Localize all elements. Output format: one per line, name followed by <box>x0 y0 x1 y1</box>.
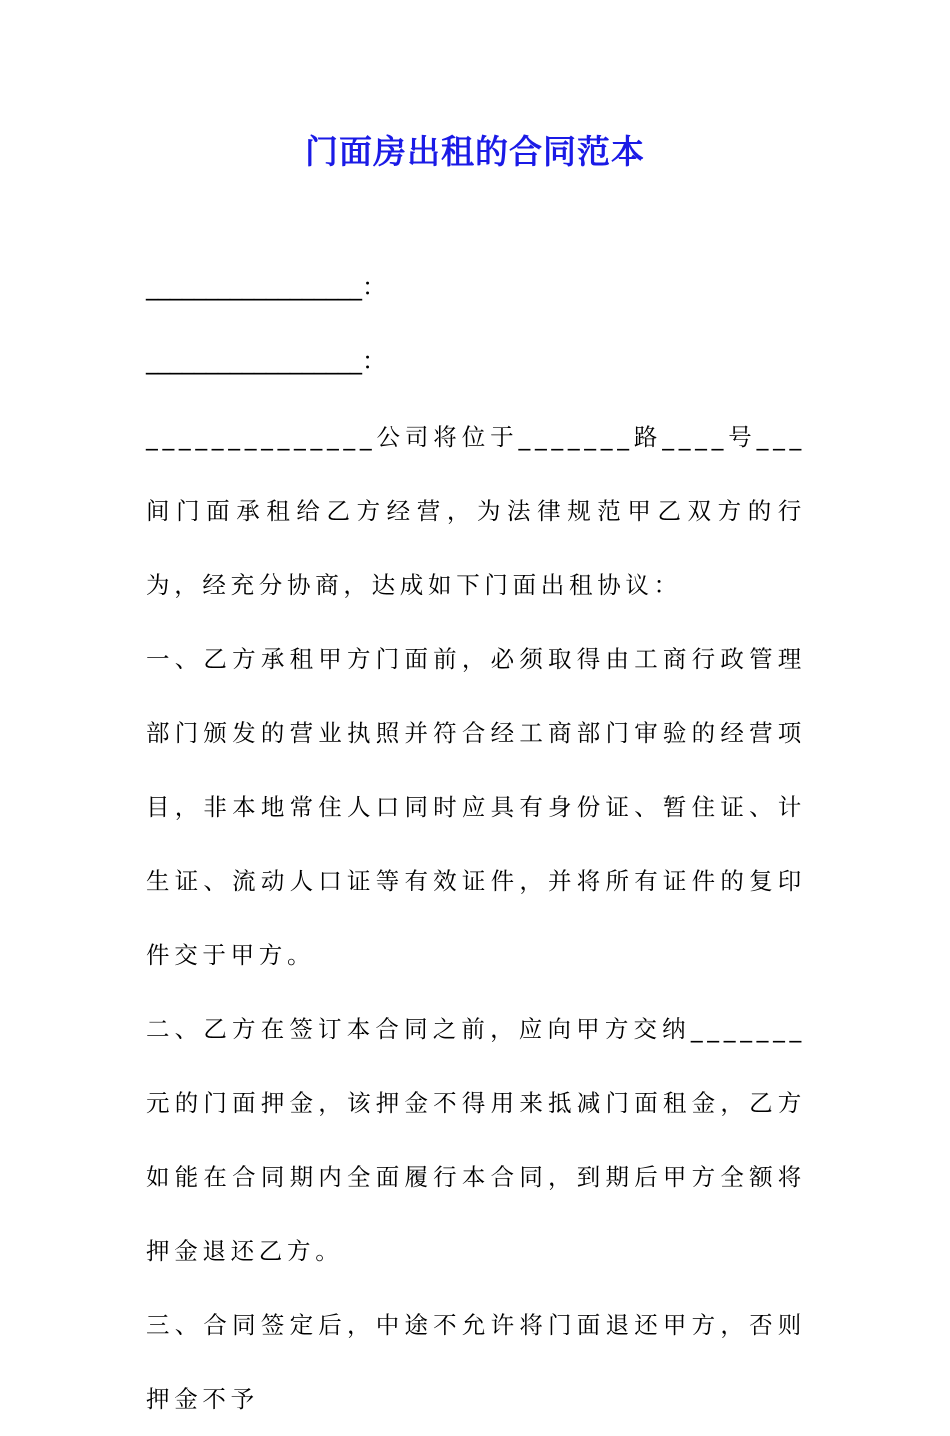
contract-body <box>146 400 806 1436</box>
clause-1-paragraph: 一、乙方承租甲方门面前，必须取得由工商行政管理部门颁发的营业执照并符合经工商部门审验的经营项目，非本地常住人口同时应具有身份证、暂住证、计生证、流动人口证等有效证件，并将所有证件的复印件交于甲方。 <box>146 645 806 969</box>
party-b-line: __________________： <box>146 347 386 375</box>
clause-3-paragraph: 三、合同签定后，中途不允许将门面退还甲方，否则押金不予 <box>146 1311 806 1413</box>
document-title: 门面房出租的合同范本 <box>305 132 645 171</box>
clause-2-paragraph: 二、乙方在签订本合同之前，应向甲方交纳_______元的门面押金，该押金不得用来抵减门面租金，乙方如能在合同期内全面履行本合同，到期后甲方全额将押金退还乙方。 <box>146 1015 806 1265</box>
intro-paragraph: ______________公司将位于_______路____号___间门面承租给乙方经营，为法律规范甲乙双方的行为，经充分协商，达成如下门面出租协议： <box>146 423 806 599</box>
party-a-line: __________________： <box>146 273 386 301</box>
